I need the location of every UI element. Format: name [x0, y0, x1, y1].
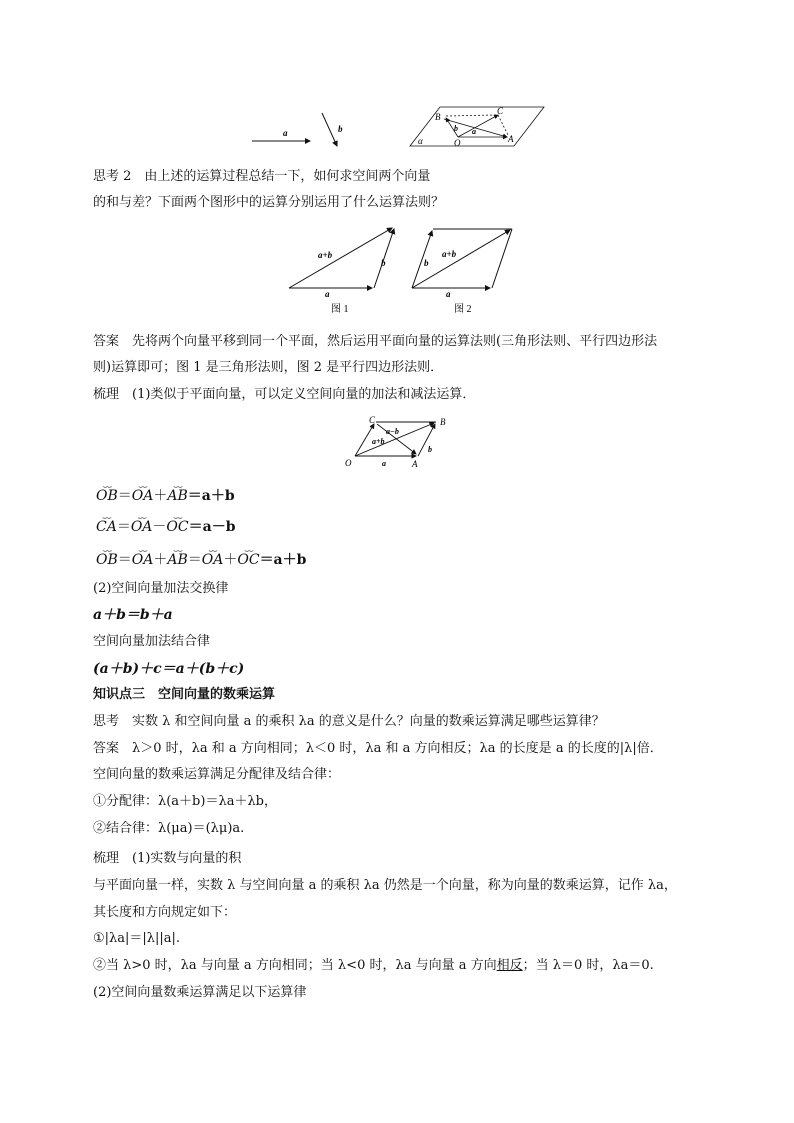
distributive-law: ①分配律：λ(a＋b)＝λa＋λb， — [93, 794, 278, 809]
vec-ca: ⌣⌣ CA — [96, 518, 117, 536]
vec-ob: ⌣⌣ OB — [96, 487, 118, 505]
plus-sign: ＋ — [153, 488, 168, 504]
vec-oa: ⌣⌣ OA — [131, 518, 153, 536]
fig2-b-label: b — [424, 258, 429, 268]
vectors-a-b-figure — [250, 108, 360, 153]
vec-ab: ⌣⌣ AB — [167, 487, 187, 505]
fig2-caption: 图 2 — [454, 304, 472, 315]
figure2-parallelogram — [408, 222, 523, 317]
summary2: 梳理 (1)实数与向量的积 — [93, 851, 242, 866]
para-a-label: a — [472, 127, 476, 136]
point-o-label: O — [454, 138, 461, 148]
commutative-title: (2)空间向量加法交换律 — [93, 581, 229, 596]
plus-sign: ＋ — [223, 552, 238, 568]
thinking2-line1: 思考 2 由上述的运算过程总结一下，如何求空间两个向量 — [93, 169, 431, 184]
fig3-point-a: A — [412, 459, 418, 469]
point-b-label: B — [435, 112, 441, 122]
rule2-underlined: 相反 — [496, 958, 523, 973]
thinking2-line2: 的和与差？下面两个图形中的运算分别运用了什么运算法则？ — [93, 195, 445, 210]
figure1-triangle — [285, 222, 400, 317]
definition-line1: 与平面向量一样，实数 λ 与空间向量 a 的乘积 λa 仍然是一个向量，称为向量的数乘运算，记作 λa， — [93, 878, 677, 893]
equation-ob — [96, 487, 235, 505]
answer1-line1: 答案 先将两个向量平移到同一个平面，然后运用平面向量的运算法则(三角形法则、平行四边形法 — [93, 334, 658, 349]
fig1-b-label: b — [381, 258, 386, 268]
fig3-point-c: C — [369, 415, 376, 425]
equation-ob-full — [96, 551, 306, 569]
para-b-label: b — [454, 124, 458, 133]
fig3-amb-label: a−b — [386, 427, 399, 436]
vec-oc: ⌣⌣ OC — [166, 518, 188, 536]
eq2-rhs: ＝a－b — [188, 519, 236, 535]
eq-sign: ＝ — [117, 552, 132, 568]
associative-law-multiply: ②结合律：λ(μa)＝(λμ)a. — [93, 821, 245, 836]
vec-oa: ⌣⌣ OA — [202, 551, 224, 569]
point-c-label: C — [497, 106, 504, 116]
associative-title: 空间向量加法结合律 — [93, 634, 211, 649]
eq-sign: ＝ — [116, 519, 131, 535]
oc-arrow — [458, 115, 498, 137]
vec-ob: ⌣⌣ OB — [96, 551, 118, 569]
equation-ca — [96, 518, 236, 536]
eq-sign: ＝ — [117, 488, 132, 504]
laws-intro: 空间向量的数乘运算满足分配律及结合律： — [93, 767, 341, 782]
fig2-b-arrow — [412, 231, 432, 288]
fig3-point-b: B — [440, 417, 446, 427]
plus-sign: ＋ — [153, 552, 168, 568]
fig2-sum-label: a+b — [442, 249, 457, 259]
answer1-line2: 则)运算即可；图 1 是三角形法则，图 2 是平行四边形法则． — [93, 360, 444, 375]
eq3-rhs: ＝a＋b — [259, 552, 307, 568]
vector-b-label: b — [338, 124, 343, 134]
vec-oa: ⌣⌣ OA — [132, 551, 154, 569]
fig1-a-label: a — [325, 289, 330, 299]
final-line: (2)空间向量数乘运算满足以下运算律 — [93, 985, 307, 1000]
ca-dashed — [498, 115, 508, 135]
fig1-caption: 图 1 — [331, 304, 349, 315]
rule2-part1: ②当 λ>0 时，λa 与向量 a 方向相同；当 λ<0 时，λa 与向量 a 方向 — [93, 958, 497, 973]
rule2 — [93, 957, 654, 975]
answer2: 答案 λ＞0 时，λa 和 a 方向相同；λ＜0 时，λa 和 a 方向相反；λa 的长度是 a 的长度的|λ|倍． — [93, 741, 663, 756]
vector-a-label: a — [283, 128, 288, 138]
figure3-parallelogram — [340, 412, 455, 472]
bc-dashed — [446, 115, 496, 116]
fig3-apb-label: a+b — [372, 437, 385, 446]
rule2-part2: ；当 λ＝0 时，λa＝0. — [522, 958, 654, 973]
vec-ab: ⌣⌣ AB — [167, 551, 187, 569]
alpha-label: α — [418, 136, 423, 146]
associative-law: (a＋b)＋c＝a＋(b＋c) — [93, 661, 245, 677]
vec-oa: ⌣⌣ OA — [132, 487, 154, 505]
definition-line2: 其长度和方向规定如下： — [93, 905, 237, 920]
minus-sign: － — [152, 519, 167, 535]
eq1-rhs: ＝a＋b — [187, 488, 235, 504]
fig2-right-edge — [492, 229, 512, 288]
plane-parallelogram-figure — [408, 104, 548, 150]
eq-sign: ＝ — [187, 552, 202, 568]
commutative-law: a＋b＝b＋a — [93, 607, 173, 623]
fig3-a-label: a — [382, 459, 386, 468]
fig2-a-label: a — [446, 289, 451, 299]
rule1: ①|λa|＝|λ||a|. — [93, 931, 181, 946]
fig3-b-label: b — [428, 445, 432, 454]
point-a-label: A — [508, 134, 514, 144]
vector-b-arrow — [322, 113, 337, 146]
summary1: 梳理 (1)类似于平面向量，可以定义空间向量的加法和减法运算． — [93, 387, 476, 402]
section-title: 知识点三 空间向量的数乘运算 — [93, 687, 276, 702]
vec-oc: ⌣⌣ OC — [237, 551, 259, 569]
fig3-point-o: O — [345, 458, 352, 468]
thinking3: 思考 实数 λ 和空间向量 a 的乘积 λa 的意义是什么？向量的数乘运算满足哪些运算律？ — [93, 714, 605, 729]
fig1-sum-label: a+b — [318, 250, 333, 260]
